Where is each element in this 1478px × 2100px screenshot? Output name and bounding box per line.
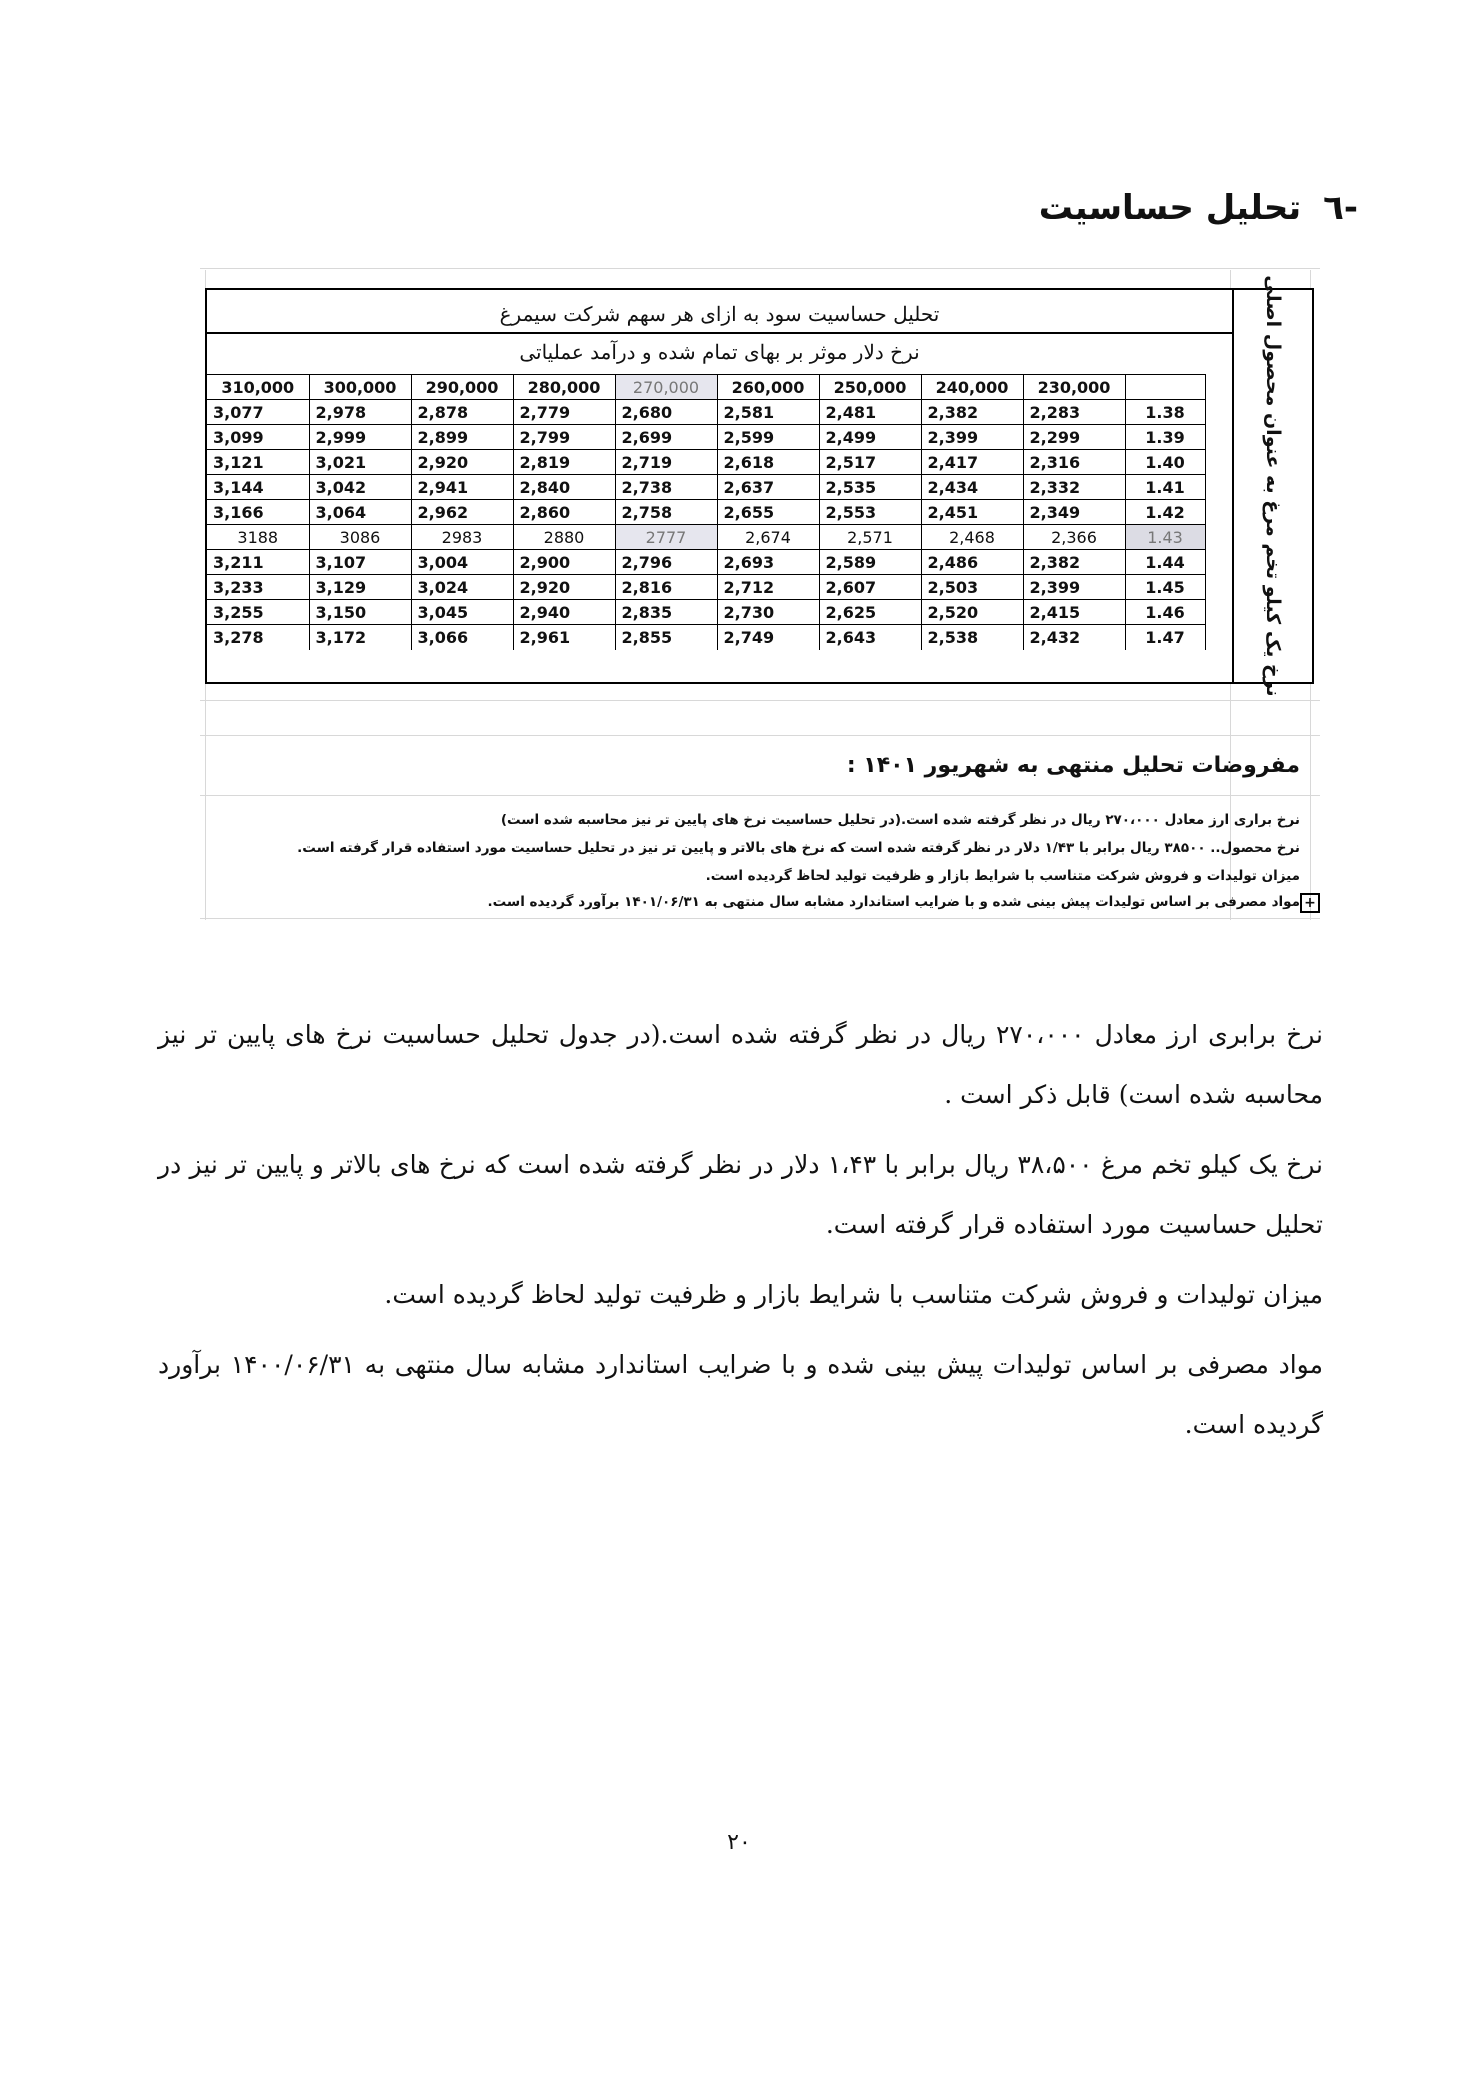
- table-cell: 3,077: [207, 400, 309, 425]
- table-cell: 2,680: [615, 400, 717, 425]
- table-cell: 2,835: [615, 600, 717, 625]
- table-cell: 3,233: [207, 575, 309, 600]
- table-cell: 2,899: [411, 425, 513, 450]
- rate-cell: 1.43: [1125, 525, 1205, 550]
- section-number: -٦: [1323, 188, 1358, 228]
- table-cell: 2,719: [615, 450, 717, 475]
- table-cell: 2,316: [1023, 450, 1125, 475]
- table-cell: 2880: [513, 525, 615, 550]
- body-paragraph: مواد مصرفی بر اساس تولیدات پیش بینی شده و با ضرایب استاندارد مشابه سال منتهی به ۱۴۰۰/۰۶/۳۱ برآورد گردیده است.: [158, 1350, 1323, 1439]
- column-header: 250,000: [819, 375, 921, 400]
- side-label: نرخ یک کیلو تخم مرغ به عنوان محصول اصلی: [1262, 275, 1284, 697]
- table-cell: 3,045: [411, 600, 513, 625]
- table-cell: 3,211: [207, 550, 309, 575]
- table-cell: 2,978: [309, 400, 411, 425]
- assumption-line: مواد مصرفی بر اساس تولیدات پیش بینی شده و با ضرایب استاندارد مشابه سال منتهی به ۱۴۰۱/۰۶/۳۱ برآورد گردیده است.: [487, 894, 1300, 910]
- table-cell: 2,499: [819, 425, 921, 450]
- table-row: [207, 600, 1205, 625]
- sensitivity-table: [205, 275, 1314, 697]
- body-paragraph: نرخ برابری ارز معادل ۲۷۰،۰۰۰ ریال در نظر گرفته شده است.(در جدول تحلیل حساسیت نرخ های پایین تر نیز محاسبه شده است) قابل ذکر است .: [158, 1020, 1323, 1109]
- table-cell: 2,417: [921, 450, 1023, 475]
- table-cell: 2,655: [717, 500, 819, 525]
- table-cell: 2,481: [819, 400, 921, 425]
- table-row: [207, 400, 1205, 425]
- table-cell: 2,581: [717, 400, 819, 425]
- table-cell: 2,637: [717, 475, 819, 500]
- table-row: [207, 475, 1205, 500]
- rate-cell: 1.47: [1125, 625, 1205, 650]
- table-cell: 2,941: [411, 475, 513, 500]
- rate-cell: 1.46: [1125, 600, 1205, 625]
- table-cell: 3,024: [411, 575, 513, 600]
- rate-cell: 1.38: [1125, 400, 1205, 425]
- table-cell: 2,535: [819, 475, 921, 500]
- table-cell: 2,366: [1023, 525, 1125, 550]
- table-cell: 2,599: [717, 425, 819, 450]
- table-cell: 2,399: [921, 425, 1023, 450]
- body-paragraph: نرخ یک کیلو تخم مرغ ۳۸،۵۰۰ ریال برابر با ۱،۴۳ دلار در نظر گرفته شده است که نرخ های بالاتر و پایین تر نیز در تحلیل حساسیت مورد استفاده قرار گرفته است.: [158, 1150, 1324, 1239]
- table-cell: 2,860: [513, 500, 615, 525]
- table-cell: 2,962: [411, 500, 513, 525]
- table-row: [207, 625, 1205, 650]
- table-cell: 3,129: [309, 575, 411, 600]
- table-cell: 2,618: [717, 450, 819, 475]
- table-cell: 2,283: [1023, 400, 1125, 425]
- table-cell: 2,299: [1023, 425, 1125, 450]
- table-cell: 2,674: [717, 525, 819, 550]
- body-paragraph: میزان تولیدات و فروش شرکت متناسب با شرایط بازار و ظرفیت تولید لحاظ گردیده است.: [384, 1280, 1323, 1309]
- table-cell: 2,961: [513, 625, 615, 650]
- table-cell: 2,486: [921, 550, 1023, 575]
- page-number: ۲۰: [727, 1830, 751, 1855]
- table-cell: 2,920: [513, 575, 615, 600]
- section-heading: [1039, 188, 1358, 228]
- table-row: [207, 525, 1205, 550]
- table-cell: 3,121: [207, 450, 309, 475]
- column-header: 290,000: [411, 375, 513, 400]
- table-cell: 2,643: [819, 625, 921, 650]
- table-cell: 2,451: [921, 500, 1023, 525]
- rate-cell: 1.42: [1125, 500, 1205, 525]
- table-cell: 3,166: [207, 500, 309, 525]
- table-cell: 3086: [309, 525, 411, 550]
- table-cell: 2,520: [921, 600, 1023, 625]
- table-row: [207, 575, 1205, 600]
- table-cell: 2,699: [615, 425, 717, 450]
- assumption-line: نرخ محصول.. ۳۸۵۰۰ ریال برابر با ۱/۴۳ دلار در نظر گرفته شده است که نرخ های بالاتر و پایین تر نیز در تحلیل حساسیت مورد استفاده قرار گرفته است.: [297, 840, 1300, 856]
- table-cell: 3,144: [207, 475, 309, 500]
- assumptions-title: مفروضات تحلیل منتهی به شهریور ۱۴۰۱ :: [846, 753, 1300, 778]
- table-cell: 2,819: [513, 450, 615, 475]
- table-cell: 3,021: [309, 450, 411, 475]
- table-cell: 2,434: [921, 475, 1023, 500]
- table-row: [207, 500, 1205, 525]
- table-cell: 2,382: [1023, 550, 1125, 575]
- table-cell: 2,779: [513, 400, 615, 425]
- table-cell: 2,796: [615, 550, 717, 575]
- table-cell: 3,064: [309, 500, 411, 525]
- column-header: 270,000: [615, 375, 717, 400]
- table-cell: 2,855: [615, 625, 717, 650]
- table-cell: 2,878: [411, 400, 513, 425]
- table-row: [207, 425, 1205, 450]
- table-cell: 2,553: [819, 500, 921, 525]
- table-cell: 2,399: [1023, 575, 1125, 600]
- table-cell: 2,999: [309, 425, 411, 450]
- table-cell: 2,738: [615, 475, 717, 500]
- table-cell: 2983: [411, 525, 513, 550]
- table-cell: 2,758: [615, 500, 717, 525]
- table-cell: 2,607: [819, 575, 921, 600]
- table-cell: 3,107: [309, 550, 411, 575]
- table-cell: 2,538: [921, 625, 1023, 650]
- column-header: 310,000: [207, 375, 309, 400]
- table-cell: 2,712: [717, 575, 819, 600]
- assumption-line: میزان تولیدات و فروش شرکت متناسب با شرایط بازار و ظرفیت تولید لحاظ گردیده است.: [705, 868, 1300, 884]
- table-cell: 3,150: [309, 600, 411, 625]
- table-cell: 2,503: [921, 575, 1023, 600]
- table-cell: 3,172: [309, 625, 411, 650]
- table-cell: 3,255: [207, 600, 309, 625]
- table-cell: 2,816: [615, 575, 717, 600]
- plus-icon: +: [1300, 893, 1320, 913]
- table-cell: 2777: [615, 525, 717, 550]
- header-corner-cell: [1125, 375, 1205, 400]
- rate-cell: 1.39: [1125, 425, 1205, 450]
- table-cell: 2,749: [717, 625, 819, 650]
- side-label-cell: [1232, 275, 1312, 697]
- table-row: [207, 450, 1205, 475]
- table-header-row: [207, 375, 1205, 400]
- table-cell: 2,693: [717, 550, 819, 575]
- table-cell: 3,004: [411, 550, 513, 575]
- column-header: 280,000: [513, 375, 615, 400]
- table-cell: 2,571: [819, 525, 921, 550]
- table-cell: 2,382: [921, 400, 1023, 425]
- column-header: 300,000: [309, 375, 411, 400]
- column-header: 230,000: [1023, 375, 1125, 400]
- rate-cell: 1.40: [1125, 450, 1205, 475]
- column-header: 260,000: [717, 375, 819, 400]
- table-cell: 2,349: [1023, 500, 1125, 525]
- table-cell: 2,589: [819, 550, 921, 575]
- assumption-line: نرخ براری ارز معادل ۲۷۰،۰۰۰ ریال در نظر گرفته شده است.(در تحلیل حساسیت نرخ های پایین تر نیز محاسبه شده است): [500, 812, 1300, 828]
- table-cell: 2,730: [717, 600, 819, 625]
- table-cell: 3,042: [309, 475, 411, 500]
- table-cell: 2,940: [513, 600, 615, 625]
- table-cell: 2,517: [819, 450, 921, 475]
- table-cell: 2,920: [411, 450, 513, 475]
- table-cell: 2,332: [1023, 475, 1125, 500]
- rate-cell: 1.44: [1125, 550, 1205, 575]
- table-cell: 2,468: [921, 525, 1023, 550]
- table-cell: 3188: [207, 525, 309, 550]
- table-cell: 2,900: [513, 550, 615, 575]
- rate-cell: 1.41: [1125, 475, 1205, 500]
- sensitivity-grid: [207, 374, 1206, 650]
- table-row: [207, 550, 1205, 575]
- column-header: 240,000: [921, 375, 1023, 400]
- table-cell: 2,840: [513, 475, 615, 500]
- table-cell: 2,625: [819, 600, 921, 625]
- table-cell: 2,432: [1023, 625, 1125, 650]
- table-subtitle: نرخ دلار موثر بر بهای تمام شده و درآمد عملیاتی: [519, 340, 920, 364]
- table-cell: 3,278: [207, 625, 309, 650]
- table-cell: 3,099: [207, 425, 309, 450]
- table-cell: 2,415: [1023, 600, 1125, 625]
- table-cell: 3,066: [411, 625, 513, 650]
- rate-cell: 1.45: [1125, 575, 1205, 600]
- table-title: تحلیل حساسیت سود به ازای هر سهم شرکت سیمرغ: [207, 296, 1232, 334]
- table-cell: 2,799: [513, 425, 615, 450]
- section-title: تحلیل حساسیت: [1038, 188, 1302, 228]
